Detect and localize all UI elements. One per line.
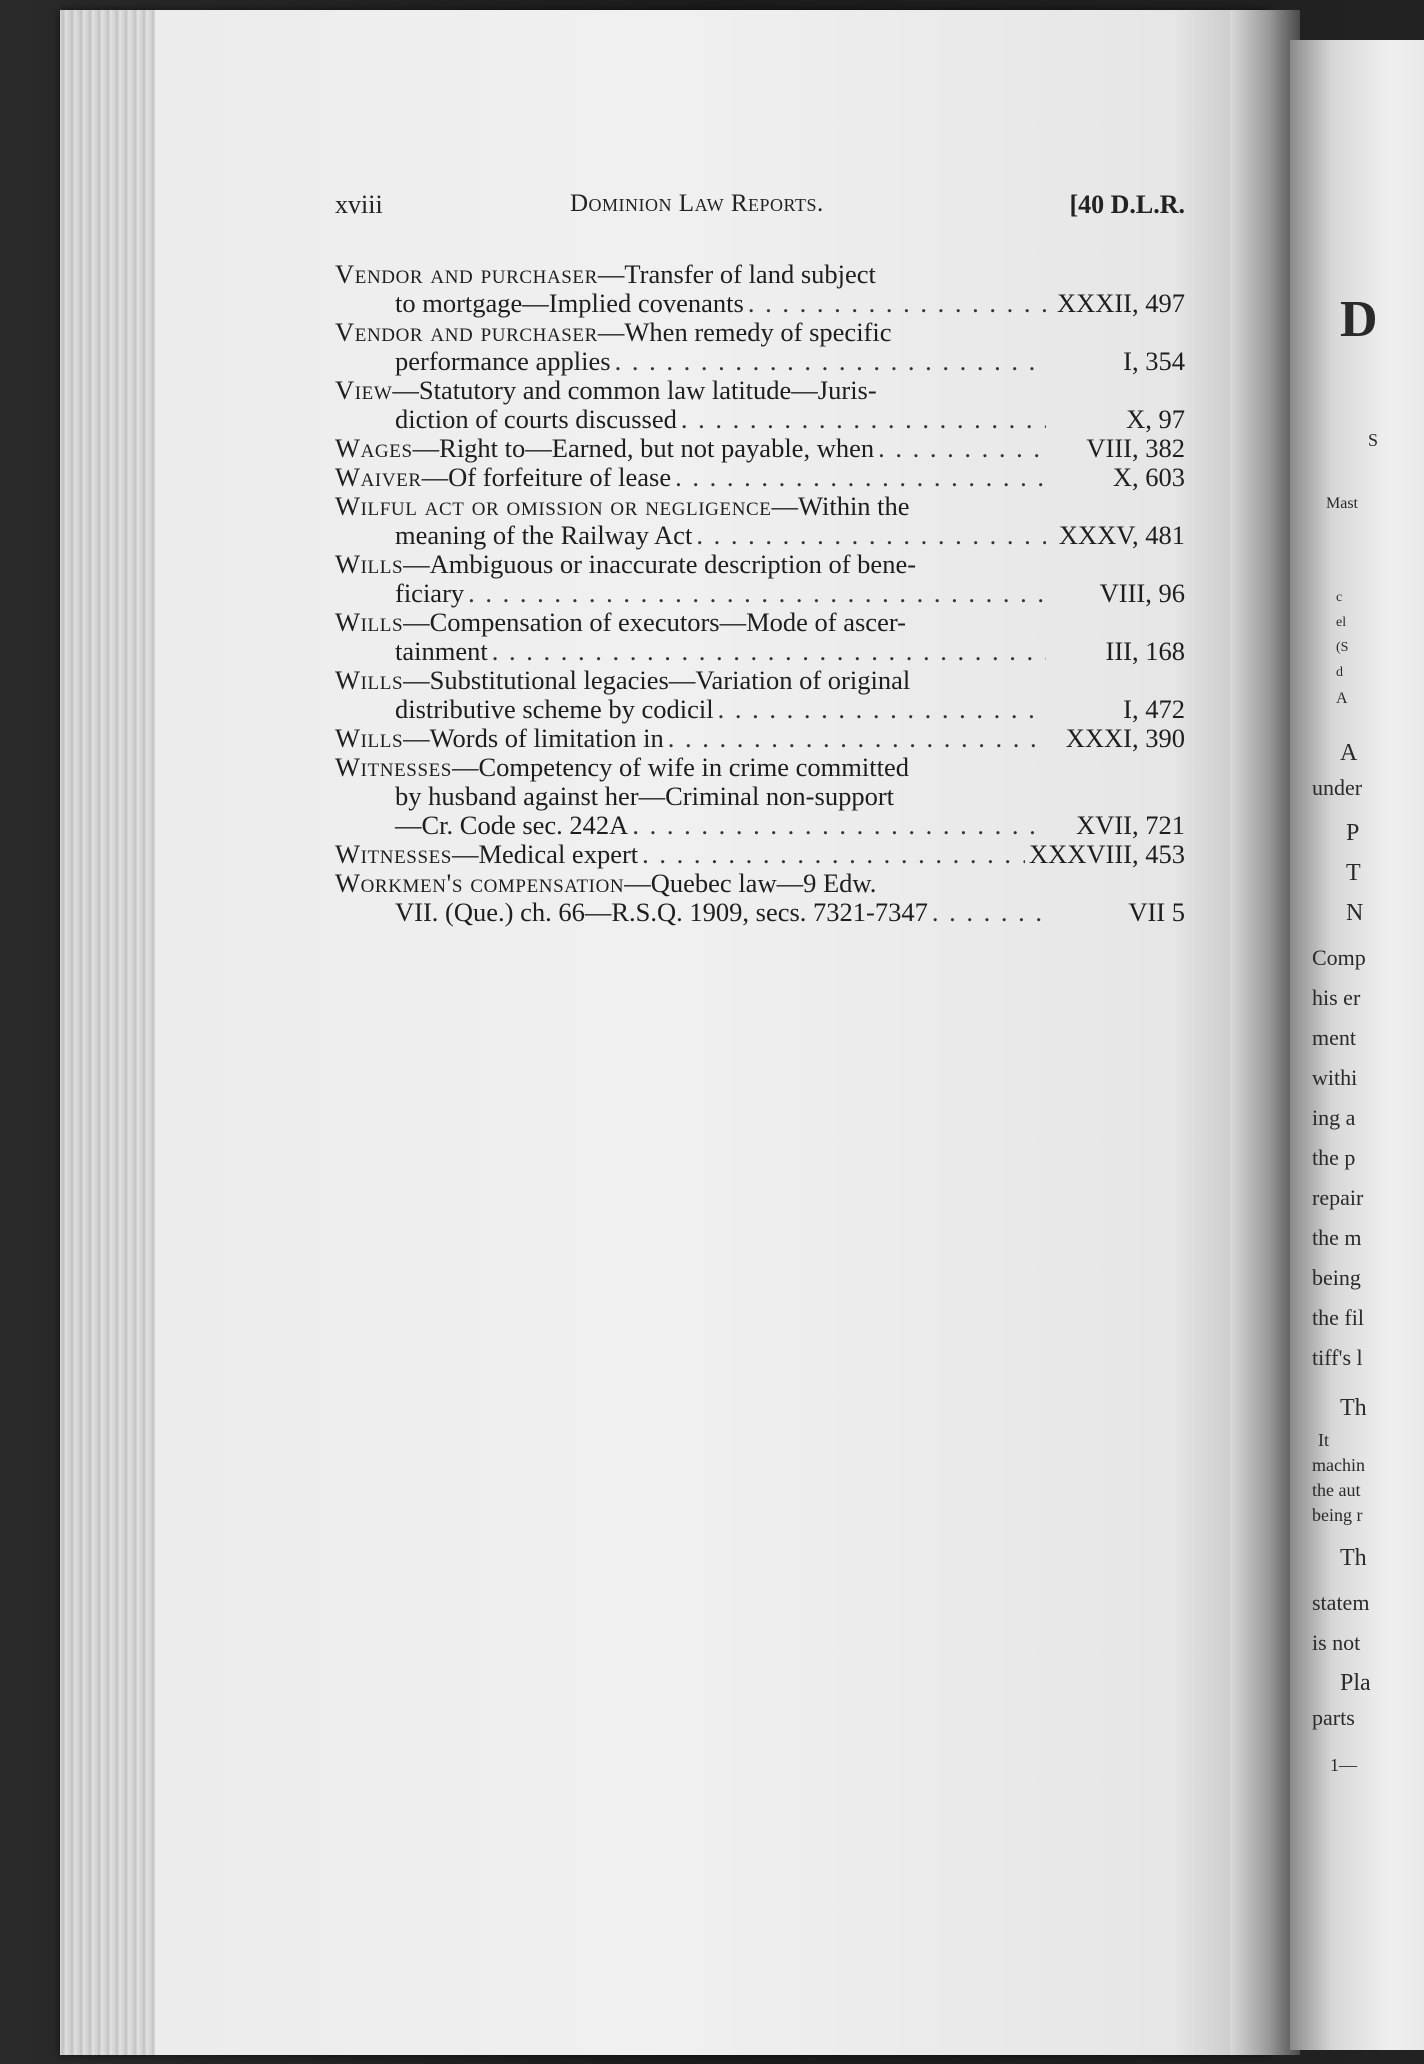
index-list (335, 260, 1185, 927)
right-page-text-fragment: Pla (1340, 1670, 1371, 1696)
index-entry (335, 869, 1185, 927)
dot-leader (632, 811, 1046, 840)
right-page-text-fragment: being (1312, 1265, 1361, 1290)
right-page-text-fragment: tiff's l (1312, 1345, 1363, 1370)
volume-page-reference: III, 168 (1105, 636, 1185, 666)
right-page-text-fragment: being r (1312, 1505, 1363, 1525)
right-page-text-fragment: statem (1312, 1590, 1370, 1615)
dot-leader (642, 840, 1025, 869)
right-page-text-fragment: ment (1312, 1025, 1356, 1050)
index-entry (335, 260, 1185, 318)
entry-line (335, 550, 1185, 579)
index-entry (335, 666, 1185, 724)
running-header (335, 190, 1185, 230)
dot-leader (748, 289, 1046, 318)
right-page-text-fragment: withi (1312, 1065, 1358, 1090)
right-page-text-fragment: the fil (1312, 1305, 1364, 1330)
dot-leader (718, 695, 1046, 724)
entry-text: to mortgage—Implied covenants (395, 288, 744, 318)
volume-page-reference: XXXVIII, 453 (1028, 839, 1185, 869)
dot-leader (492, 637, 1046, 666)
right-page-text-fragment: Th (1340, 1395, 1367, 1421)
entry-text: —Quebec law—9 Edw. (624, 869, 877, 898)
entry-final-line (335, 463, 1185, 492)
entry-final-line (335, 405, 1185, 434)
entry-heading: Wills (335, 723, 404, 753)
entry-heading: Workmen's compensation (335, 869, 625, 898)
entry-text: Waiver—Of forfeiture of lease (335, 462, 672, 492)
index-entry (335, 840, 1185, 869)
entry-final-line (335, 289, 1185, 318)
dot-leader (675, 463, 1046, 492)
entry-line (335, 492, 1185, 521)
entry-line (335, 260, 1185, 289)
entry-text: —When remedy of specific (597, 318, 892, 347)
dot-leader (468, 579, 1046, 608)
entry-text: —Statutory and common law latitude—Juris- (392, 376, 877, 405)
right-page-text-fragment: Comp (1312, 945, 1366, 970)
index-entry (335, 753, 1185, 840)
entry-line (335, 869, 1185, 898)
right-page-text-fragment: repair (1312, 1185, 1364, 1210)
right-page-text-fragment: 1— (1330, 1755, 1357, 1775)
entry-text: distributive scheme by codicil (395, 694, 714, 724)
entry-final-line (335, 347, 1185, 376)
entry-heading: Wills (335, 608, 404, 637)
page-edges (60, 10, 155, 2055)
volume-page-reference: XXXI, 390 (1065, 723, 1185, 753)
dot-leader (615, 347, 1046, 376)
entry-line (335, 782, 1185, 811)
index-entry (335, 463, 1185, 492)
index-entry (335, 376, 1185, 434)
volume-page-reference: I, 472 (1123, 694, 1185, 724)
volume-page-reference: X, 603 (1112, 462, 1185, 492)
entry-text: —Competency of wife in crime committed (451, 753, 909, 782)
right-page-text-fragment: N (1346, 900, 1364, 926)
right-page-text-fragment: d (1336, 665, 1343, 680)
entry-final-line (335, 521, 1185, 550)
right-page-text-fragment: It (1318, 1430, 1329, 1450)
entry-heading: Wills (335, 550, 404, 579)
volume-page-reference: VIII, 96 (1099, 578, 1185, 608)
volume-page-reference: VIII, 382 (1086, 433, 1185, 463)
entry-final-line (335, 579, 1185, 608)
entry-text: VII. (Que.) ch. 66—R.S.Q. 1909, secs. 7321-7347 (395, 897, 928, 927)
right-page-text-fragment: is not (1312, 1630, 1361, 1655)
dot-leader (668, 724, 1046, 753)
volume-page-reference: XXXII, 497 (1056, 288, 1185, 318)
dot-leader (696, 521, 1046, 550)
right-page-text-fragment: his er (1312, 985, 1361, 1010)
volume-reference: [40 D.L.R. (1069, 190, 1185, 219)
entry-final-line (335, 811, 1185, 840)
volume-page-reference: I, 354 (1123, 346, 1185, 376)
right-page-text-fragment: Mast (1326, 495, 1358, 512)
entry-text: Wills—Words of limitation in (335, 723, 664, 753)
entry-final-line (335, 724, 1185, 753)
entry-text: diction of courts discussed (395, 404, 677, 434)
index-entry (335, 608, 1185, 666)
right-page-text-fragment: under (1312, 775, 1363, 800)
right-page-text-fragment: machin (1312, 1455, 1365, 1475)
volume-page-reference: VII 5 (1128, 897, 1185, 927)
right-page-text-fragment: (S (1336, 640, 1349, 655)
right-page-text-fragment: el (1336, 615, 1347, 630)
index-entry (335, 550, 1185, 608)
right-page-text-fragment: A (1340, 740, 1358, 766)
right-page-text-fragment: P (1346, 820, 1360, 846)
index-entry (335, 434, 1185, 463)
entry-line (335, 318, 1185, 347)
entry-text: tainment (395, 636, 488, 666)
right-page (1290, 40, 1424, 2050)
index-entry (335, 318, 1185, 376)
right-page-text-fragment: the aut (1312, 1480, 1361, 1500)
entry-line (335, 666, 1185, 695)
entry-heading: Wages (335, 433, 413, 463)
right-page-text-fragment: the m (1312, 1225, 1362, 1250)
entry-text: —Transfer of land subject (597, 260, 876, 289)
entry-text: by husband against her—Criminal non-support (395, 782, 895, 811)
entry-text: ficiary (395, 578, 465, 608)
entry-heading: Waiver (335, 462, 422, 492)
right-page-text-fragment: ing a (1312, 1105, 1356, 1130)
right-page-text-fragment: the p (1312, 1145, 1356, 1170)
right-page-text-fragment: Th (1340, 1545, 1367, 1571)
volume-page-reference: XXXV, 481 (1058, 520, 1185, 550)
entry-text: Wages—Right to—Earned, but not payable, when (335, 433, 875, 463)
entry-line (335, 753, 1185, 782)
volume-page-reference: XVII, 721 (1076, 810, 1185, 840)
dot-leader (878, 434, 1046, 463)
entry-text: —Substitutional legacies—Variation of original (403, 666, 911, 695)
right-page-text-fragment: parts (1312, 1705, 1355, 1730)
entry-heading: Wilful act or omission or negligence (335, 492, 772, 521)
volume-page-reference: X, 97 (1126, 404, 1185, 434)
right-page-text-fragment: S (1368, 430, 1379, 450)
entry-heading: Vendor and purchaser (335, 318, 598, 347)
entry-final-line (335, 434, 1185, 463)
entry-text: —Within the (771, 492, 910, 521)
index-entry (335, 724, 1185, 753)
dot-leader (681, 405, 1046, 434)
entry-final-line (335, 637, 1185, 666)
entry-line (335, 376, 1185, 405)
entry-heading: Vendor and purchaser (335, 260, 598, 289)
entry-heading: Witnesses (335, 753, 452, 782)
entry-final-line (335, 898, 1185, 927)
entry-line (335, 608, 1185, 637)
right-page-text-fragment: c (1336, 590, 1343, 605)
running-title: Dominion Law Reports. (570, 190, 824, 217)
entry-final-line (335, 840, 1185, 869)
page-folio: xviii (335, 190, 383, 219)
entry-heading: Witnesses (335, 839, 452, 869)
entry-text: Witnesses—Medical expert (335, 839, 639, 869)
entry-final-line (335, 695, 1185, 724)
entry-text: performance applies (395, 346, 611, 376)
dot-leader (932, 898, 1046, 927)
entry-text: —Ambiguous or inaccurate description of bene- (403, 550, 917, 579)
entry-text: —Cr. Code sec. 242A (395, 810, 629, 840)
right-page-text-fragment: D (1340, 291, 1378, 348)
entry-text: —Compensation of executors—Mode of ascer- (403, 608, 906, 637)
entry-text: meaning of the Railway Act (395, 520, 693, 550)
index-entry (335, 492, 1185, 550)
right-page-text-fragment: A (1336, 690, 1348, 707)
entry-heading: View (335, 376, 393, 405)
right-page-text-fragment: T (1346, 860, 1361, 886)
entry-heading: Wills (335, 666, 404, 695)
